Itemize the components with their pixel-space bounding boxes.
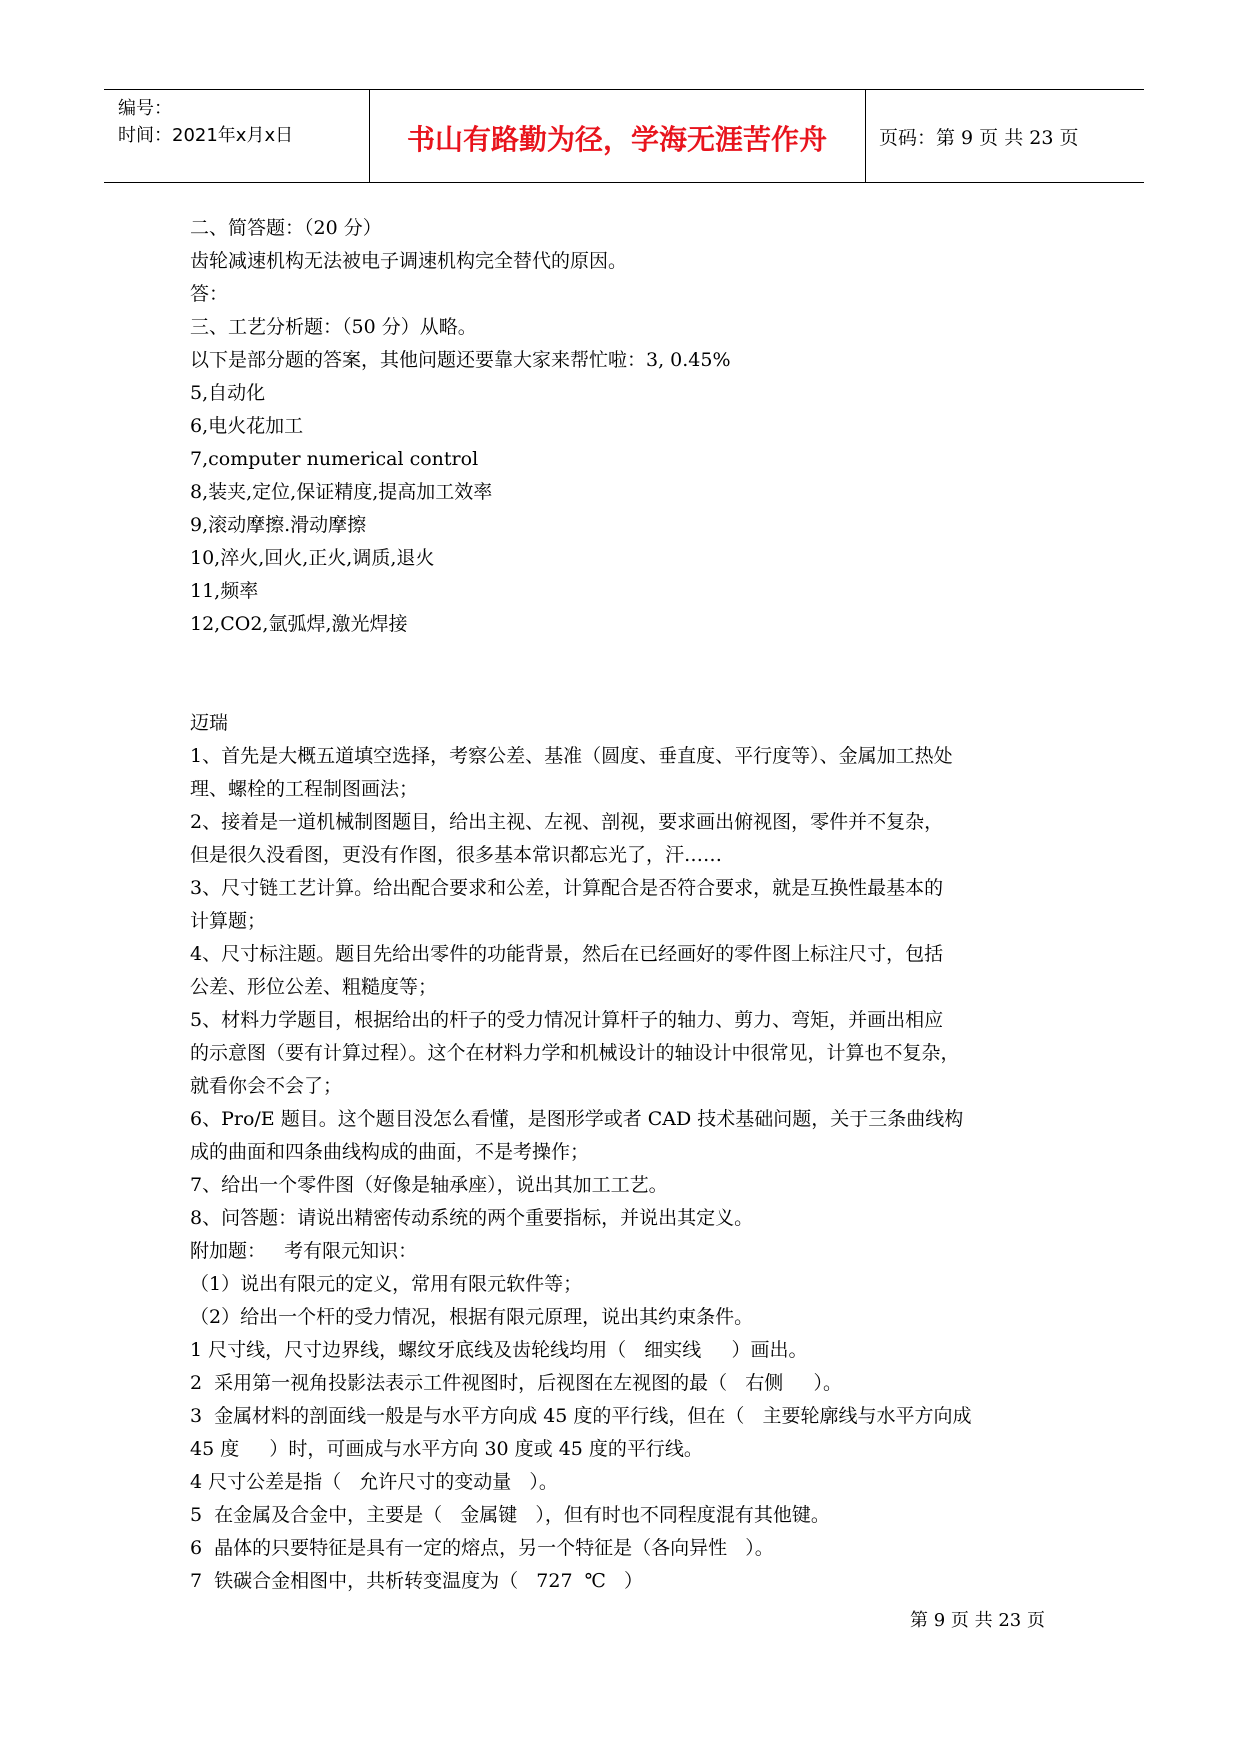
text-line: 45 度 ）时，可画成与水平方向 30 度或 45 度的平行线。 [190, 1438, 703, 1460]
text-line: 9,滚动摩擦.滑动摩擦 [190, 514, 367, 536]
text-line: 理、螺栓的工程制图画法； [190, 778, 419, 800]
text-line: 11,频率 [190, 580, 259, 602]
interview-notes-block [190, 707, 1070, 1598]
text-line: 8,装夹,定位,保证精度,提高加工效率 [190, 481, 493, 503]
text-line: 公差、形位公差、粗糙度等； [190, 976, 438, 998]
section-gap [190, 641, 1070, 707]
text-line: 三、工艺分析题：（50 分）从略。 [190, 316, 477, 338]
text-line: 6 晶体的只要特征是具有一定的熔点，另一个特征是（各向异性 ）。 [190, 1537, 774, 1559]
answers-block [190, 212, 1070, 641]
text-line: 5,自动化 [190, 382, 266, 404]
header-page-cell [865, 90, 1144, 182]
text-line: 12,CO2,氩弧焊,激光焊接 [190, 613, 408, 635]
text-line: 10,淬火,回火,正火,调质,退火 [190, 547, 435, 569]
text-line: 1 尺寸线，尺寸边界线，螺纹牙底线及齿轮线均用（ 细实线 ）画出。 [190, 1339, 808, 1361]
text-line: 附加题： 考有限元知识： [190, 1240, 418, 1262]
header-motto-cell [369, 90, 866, 182]
text-line: 3、尺寸链工艺计算。给出配合要求和公差，计算配合是否符合要求，就是互换性最基本的 [190, 877, 944, 899]
document-body [190, 212, 1070, 1598]
text-line: 6,电火花加工 [190, 415, 304, 437]
text-line: 计算题； [190, 910, 267, 932]
header-info-cell [104, 90, 370, 182]
page-footer: 第 9 页 共 23 页 [910, 1610, 1045, 1631]
text-line: 迈瑞 [190, 712, 229, 734]
doc-number-label: 编号： [118, 98, 172, 119]
text-line: 1、首先是大概五道填空选择，考察公差、基准（圆度、垂直度、平行度等）、金属加工热处 [190, 745, 953, 767]
text-line: 的示意图（要有计算过程）。这个在材料力学和机械设计的轴设计中很常见，计算也不复杂， [190, 1042, 960, 1064]
text-line: （2）给出一个杆的受力情况，根据有限元原理，说出其约束条件。 [190, 1306, 754, 1328]
doc-time-label: 时间：2021年x月x日 [118, 125, 294, 146]
text-line: 5、材料力学题目，根据给出的杆子的受力情况计算杆子的轴力、剪力、弯矩，并画出相应 [190, 1009, 944, 1031]
text-line: （1）说出有限元的定义，常用有限元软件等； [190, 1273, 583, 1295]
text-line: 6、Pro/E 题目。这个题目没怎么看懂，是图形学或者 CAD 技术基础问题，关于三条曲线构 [190, 1108, 964, 1130]
text-line: 二、简答题：（20 分） [190, 217, 382, 239]
text-line: 4 尺寸公差是指（ 允许尺寸的变动量 ）。 [190, 1471, 558, 1493]
text-line: 以下是部分题的答案，其他问题还要靠大家来帮忙啦：3, 0.45% [190, 349, 731, 371]
header-motto: 书山有路勤为径，学海无涯苦作舟 [406, 123, 827, 156]
header-page-code: 页码：第 9 页 共 23 页 [879, 127, 1079, 149]
text-line: 答： [190, 283, 229, 305]
text-line: 就看你会不会了； [190, 1075, 343, 1097]
text-line: 成的曲面和四条曲线构成的曲面，不是考操作； [190, 1141, 590, 1163]
text-line: 7 铁碳合金相图中，共析转变温度为（ 727 ℃ ） [190, 1570, 644, 1592]
text-line: 2 采用第一视角投影法表示工件视图时，后视图在左视图的最（ 右侧 ）。 [190, 1372, 842, 1394]
page-header [104, 89, 1144, 183]
text-line: 但是很久没看图，更没有作图，很多基本常识都忘光了，汗…… [190, 844, 723, 866]
text-line: 3 金属材料的剖面线一般是与水平方向成 45 度的平行线，但在（ 主要轮廓线与水平方向成 [190, 1405, 972, 1427]
text-line: 2、接着是一道机械制图题目，给出主视、左视、剖视，要求画出俯视图，零件并不复杂， [190, 811, 944, 833]
text-line: 4、尺寸标注题。题目先给出零件的功能背景，然后在已经画好的零件图上标注尺寸，包括 [190, 943, 944, 965]
text-line: 齿轮减速机构无法被电子调速机构完全替代的原因。 [190, 250, 628, 272]
text-line: 7,computer numerical control [190, 448, 479, 470]
text-line: 8、问答题：请说出精密传动系统的两个重要指标，并说出其定义。 [190, 1207, 754, 1229]
text-line: 5 在金属及合金中，主要是（ 金属键 ），但有时也不同程度混有其他键。 [190, 1504, 830, 1526]
text-line: 7、给出一个零件图（好像是轴承座），说出其加工工艺。 [190, 1174, 668, 1196]
